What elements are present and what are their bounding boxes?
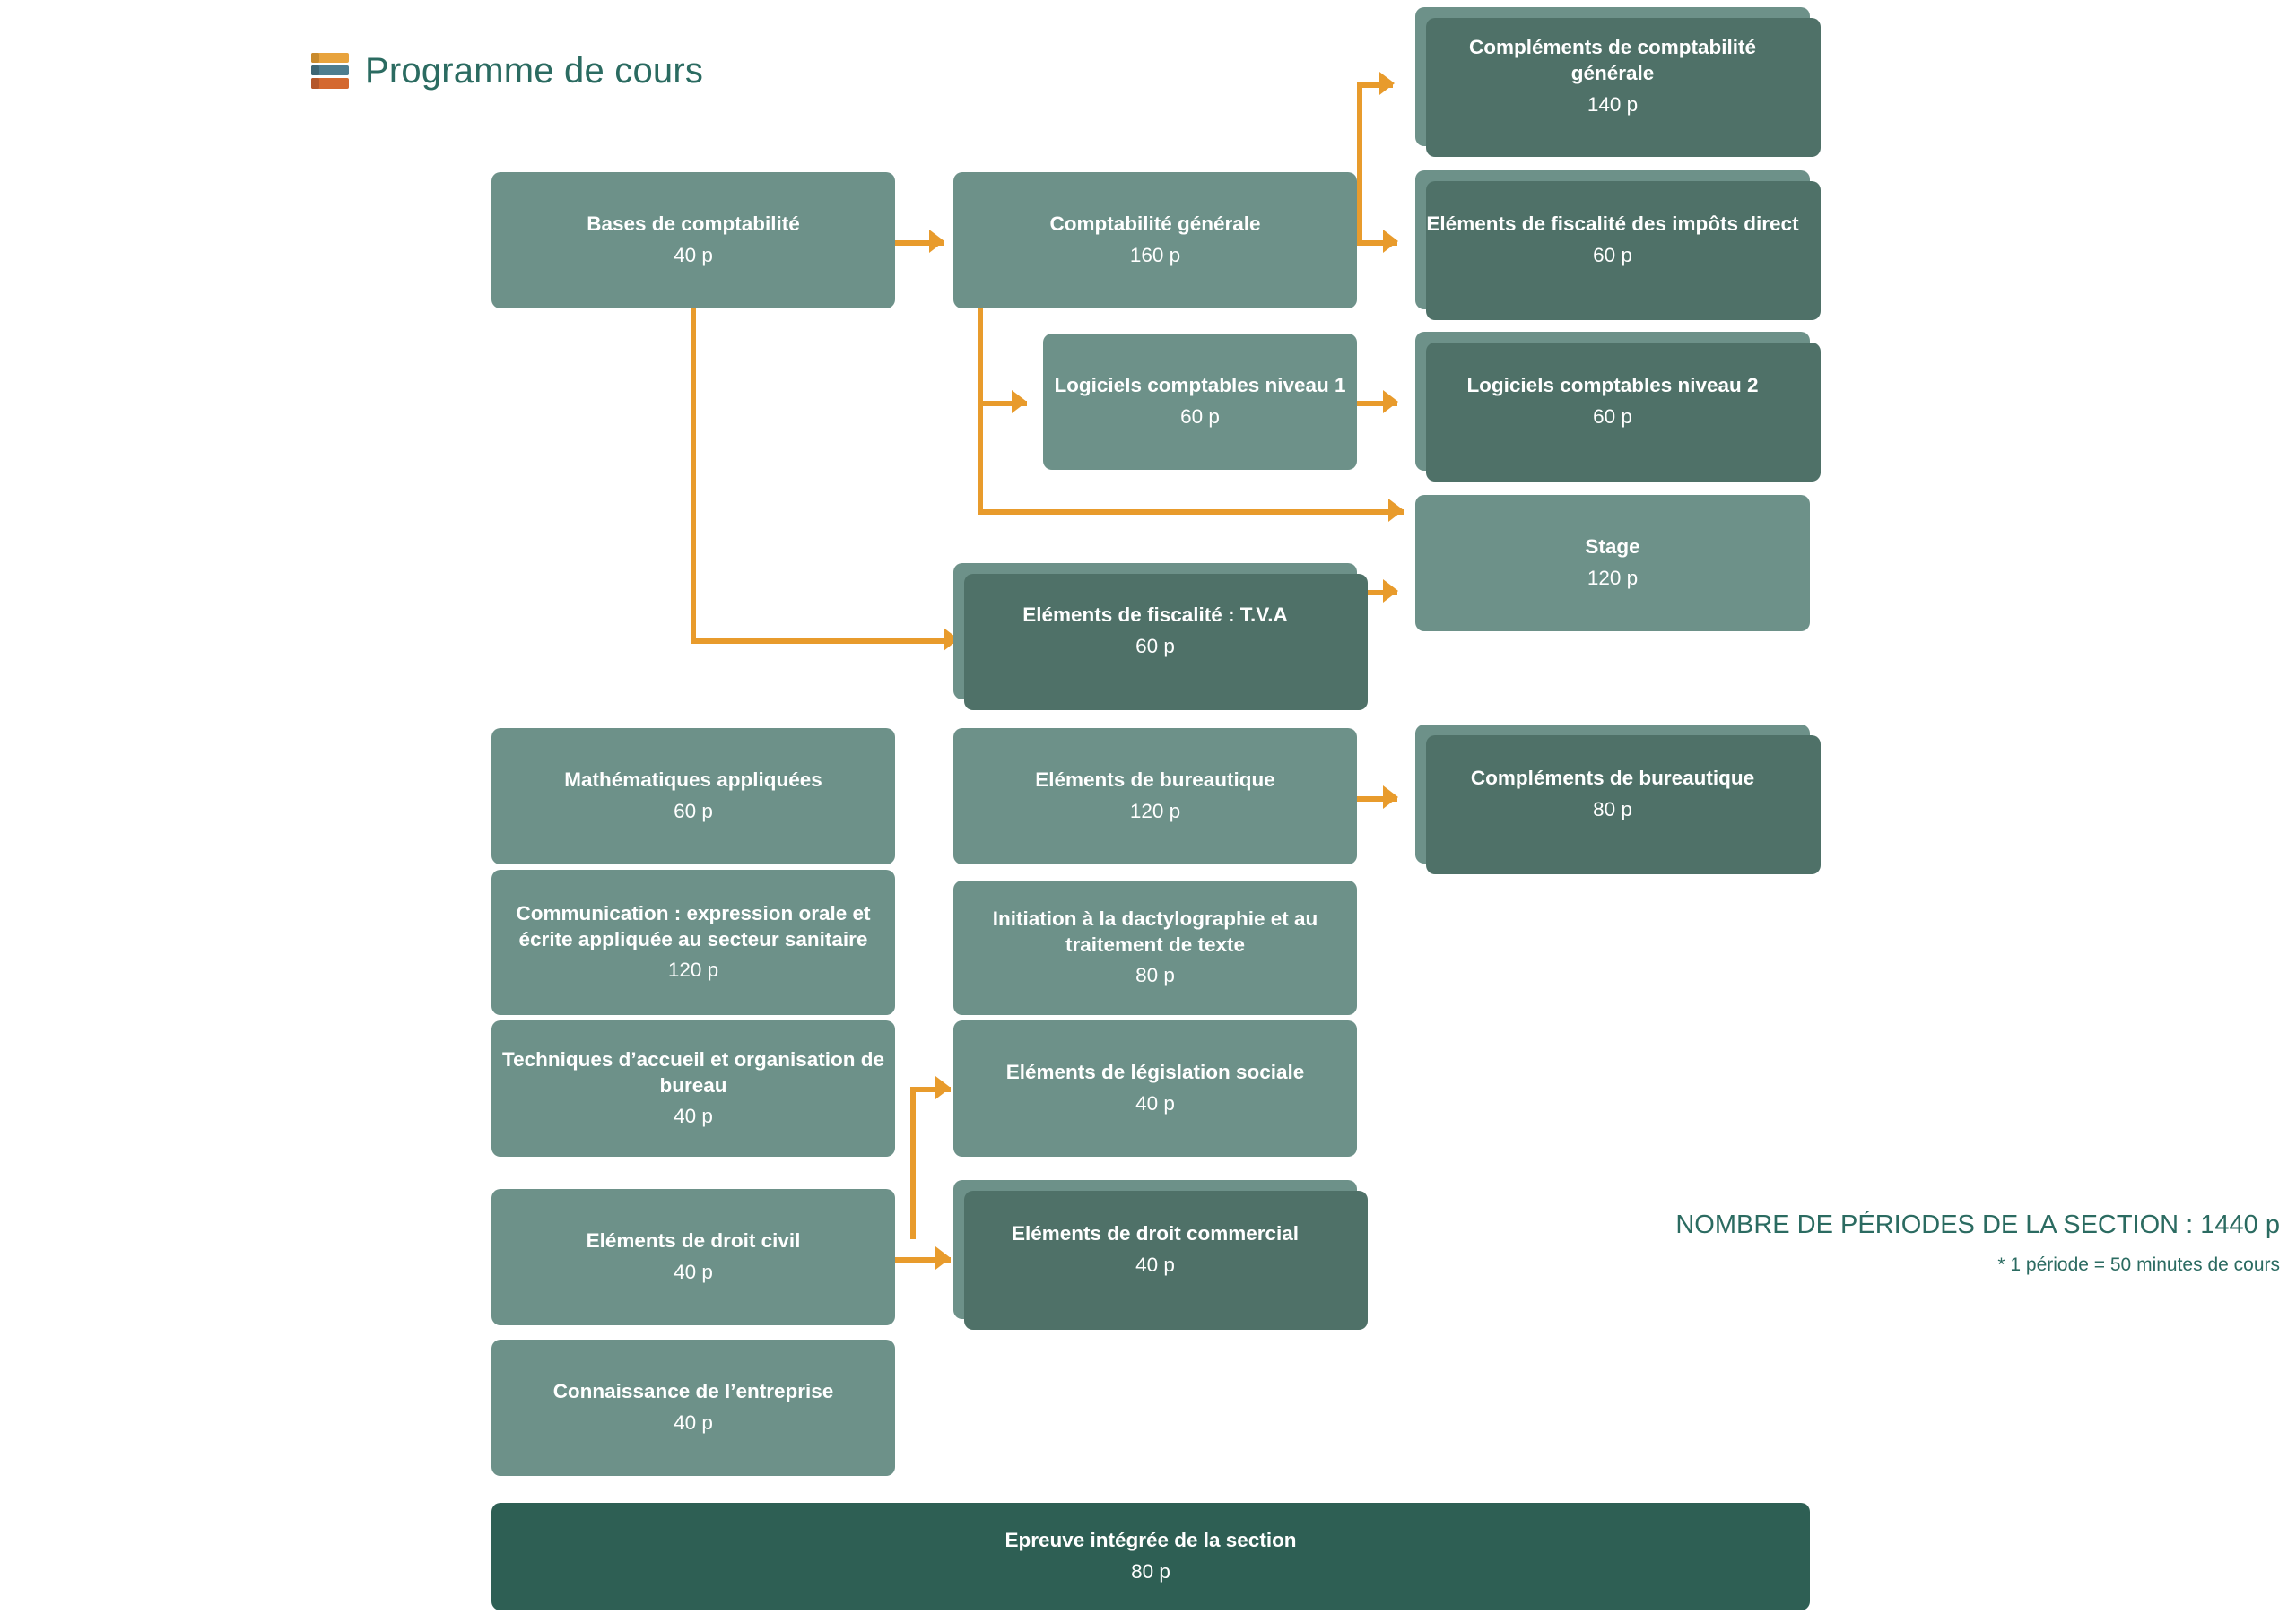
node-elements-de-droit-commercial[interactable] (953, 1180, 1357, 1319)
arrowhead-comptagen-fiscdirect (1383, 230, 1398, 253)
connector-comptagen-complcompta-vert (1357, 82, 1362, 244)
node-complements-de-comptabilite-generale[interactable] (1415, 7, 1810, 146)
node-periods: 140 p (1587, 92, 1639, 116)
node-periods: 80 p (1131, 1560, 1170, 1583)
node-periods: 60 p (1135, 635, 1175, 657)
node-bases-de-comptabilite[interactable] (491, 172, 895, 308)
node-label: Epreuve intégrée de la section (1004, 1529, 1297, 1552)
connector-droitcivil-legis-vert (910, 1087, 916, 1239)
node-techniques-accueil-organisation-bureau[interactable] (491, 1020, 895, 1157)
arrowhead-comptagen-stage (1388, 499, 1404, 522)
arrowhead-droitcivil-legis (935, 1076, 951, 1099)
node-label: Bases de comptabilité (587, 213, 800, 236)
node-periods: 40 p (674, 1411, 713, 1434)
node-elements-de-fiscalite-des-impots-direct[interactable] (1415, 170, 1810, 309)
connector-comptagen-stage-horz (978, 509, 1404, 515)
node-label: Logiciels comptables niveau 1 (1054, 374, 1346, 397)
node-periods: 60 p (674, 800, 713, 822)
node-periods: 80 p (1593, 797, 1632, 820)
arrowhead-bureau-complbureau (1383, 785, 1398, 809)
node-label: Eléments de fiscalité : T.V.A (1022, 603, 1288, 627)
node-logiciels-comptables-niveau-2[interactable] (1415, 332, 1810, 471)
arrowhead-bases-comptagen (929, 230, 944, 253)
node-label: Compléments de bureautique (1470, 766, 1755, 789)
node-periods: 40 p (674, 1105, 713, 1128)
node-periods: 40 p (674, 1261, 713, 1283)
node-label: Logiciels comptables niveau 2 (1466, 373, 1759, 396)
node-label: Connaissance de l’entreprise (552, 1380, 834, 1403)
node-periods: 60 p (1180, 405, 1220, 428)
connector-bases-tva-horz (691, 638, 960, 644)
node-periods: 40 p (674, 244, 713, 266)
node-complements-de-bureautique[interactable] (1415, 725, 1810, 864)
node-elements-de-fiscalite-tva[interactable] (953, 563, 1357, 699)
node-elements-de-droit-civil[interactable] (491, 1189, 895, 1325)
node-label: Comptabilité générale (1049, 213, 1261, 236)
node-label: Eléments de droit commercial (1011, 1221, 1300, 1245)
books-icon (309, 49, 351, 92)
section-totals (1675, 1211, 2280, 1276)
node-elements-de-legislation-sociale[interactable] (953, 1020, 1357, 1157)
node-stage[interactable] (1415, 495, 1810, 631)
node-periods: 160 p (1129, 244, 1181, 266)
node-periods: 40 p (1135, 1253, 1175, 1276)
page-header (309, 49, 703, 92)
node-label: Initiation à la dactylographie et au traitement de texte (992, 907, 1318, 956)
node-label: Techniques d’accueil et organisation de bureau (502, 1047, 884, 1097)
period-note-label: * 1 période = 50 minutes de cours (1997, 1254, 2280, 1275)
node-communication-expression-orale-ecrite[interactable] (491, 870, 895, 1015)
arrowhead-comptagen-complcompta (1379, 72, 1395, 95)
node-label: Eléments de fiscalité des impôts direct (1426, 212, 1799, 235)
node-elements-de-bureautique[interactable] (953, 728, 1357, 864)
node-label: Communication : expression orale et écrite appliquée au secteur sanitaire (516, 901, 871, 950)
arrowhead-droitcivil-droitcom (935, 1246, 951, 1270)
page-title: Programme de cours (365, 50, 704, 91)
node-connaissance-de-l-entreprise[interactable] (491, 1340, 895, 1476)
node-label: Eléments de législation sociale (1005, 1061, 1305, 1084)
node-periods: 60 p (1593, 404, 1632, 428)
node-label: Eléments de droit civil (586, 1229, 801, 1253)
node-label: Eléments de bureautique (1035, 768, 1275, 792)
node-label: Stage (1585, 535, 1640, 559)
node-periods: 120 p (1587, 567, 1639, 589)
total-periods-label: NOMBRE DE PÉRIODES DE LA SECTION : 1440 p (1675, 1211, 2280, 1239)
node-label: Mathématiques appliquées (564, 768, 822, 792)
node-periods: 60 p (1593, 243, 1632, 266)
node-periods: 80 p (1135, 964, 1175, 987)
node-initiation-dactylographie[interactable] (953, 881, 1357, 1015)
node-label: Compléments de comptabilité générale (1468, 36, 1757, 85)
arrowhead-comptagen-log1 (1012, 390, 1027, 413)
arrowhead-tva-stage (1383, 579, 1398, 603)
arrowhead-log1-log2 (1383, 390, 1398, 413)
node-epreuve-integree-de-la-section[interactable] (491, 1503, 1810, 1610)
node-periods: 120 p (1129, 800, 1181, 822)
node-periods: 120 p (667, 959, 719, 982)
node-mathematiques-appliquees[interactable] (491, 728, 895, 864)
node-comptabilite-generale[interactable] (953, 172, 1357, 308)
node-periods: 40 p (1135, 1092, 1175, 1115)
node-logiciels-comptables-niveau-1[interactable] (1043, 334, 1357, 470)
